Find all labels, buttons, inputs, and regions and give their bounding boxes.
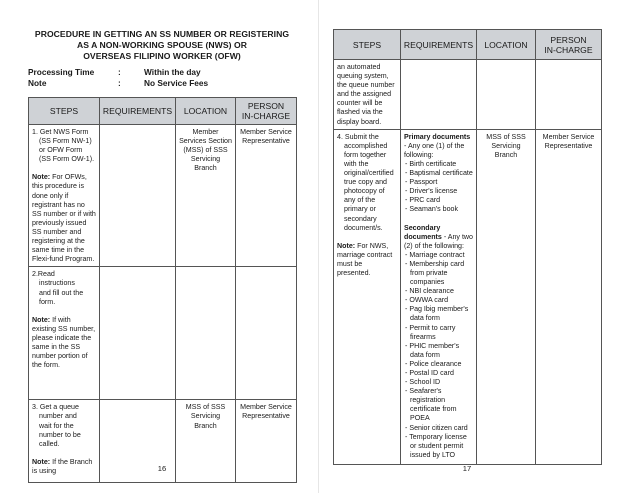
right-page (319, 0, 638, 493)
list-item: - Baptismal certificate (405, 169, 473, 178)
list-item: - PHIC member's data form (405, 341, 460, 359)
location-cell: Member Services Section (MSS) of SSS Servicing Branch (176, 125, 236, 267)
step-note: Note: If the Branch is using (32, 457, 93, 475)
step-cell: 1. Get NWS Form (SS Form NW-1) or OFW Form (SS Form OW-1). Note: For OFWs, this procedure is done only if registrant has no SS number or if with previously issued SS number and registering at the same time in the Flexi-fund Program. (29, 125, 100, 267)
header-requirements: REQUIREMENTS (401, 30, 477, 60)
processing-time-label: Processing Time (28, 67, 95, 77)
location-cell (176, 267, 236, 400)
step-note: Note: If with existing SS number, please indicate the same in the SS number portion of the form. (32, 315, 96, 370)
header-location: LOCATION (477, 30, 536, 60)
table-header-row (29, 98, 297, 125)
list-item: - NBI clearance (405, 287, 454, 296)
person-cell: Member Service Representative (536, 129, 602, 464)
secondary-documents-heading: Secondary documents - Any two (2) of the following: (404, 223, 473, 250)
list-item: - Temporary license or student permit issued by LTO (405, 432, 467, 459)
requirements-cell (100, 125, 176, 267)
location-cell: MSS of SSS Servicing Branch (477, 129, 536, 464)
step-note: Note: For OFWs, this procedure is done only if registrant has no SS number or if with previously issued SS number and registering at the same time in the Flexi-fund Program. (32, 173, 96, 264)
list-item: - Marriage contract (405, 250, 465, 259)
list-item: - Pag Ibig member's data form (405, 305, 469, 323)
person-cell (536, 60, 602, 130)
header-location: LOCATION (176, 98, 236, 125)
header-requirements: REQUIREMENTS (100, 98, 176, 125)
colon: : (118, 67, 121, 77)
person-cell: Member Service Representative (236, 400, 297, 483)
procedure-table (28, 97, 297, 483)
step-cell: 2.Read instructions and fill out the form. Note: If with existing SS number, please indicate the same in the SS number portion of the form. (29, 267, 100, 400)
title-line: OVERSEAS FILIPINO WORKER (OFW) (83, 51, 241, 62)
title-line: AS A NON-WORKING SPOUSE (NWS) OR (77, 40, 247, 51)
header-steps: STEPS (334, 30, 401, 60)
page-number: 16 (157, 464, 167, 473)
list-item: - Senior citizen card (405, 423, 468, 432)
header-person-in-charge: PERSON IN-CHARGE (236, 98, 297, 125)
location-cell: MSS of SSS Servicing Branch (176, 400, 236, 483)
primary-documents-list (404, 160, 473, 215)
primary-documents-title: Primary documents (404, 132, 471, 141)
list-item: - Membership card from private companies (405, 259, 465, 287)
procedure-title (28, 29, 296, 63)
list-item: - Postal ID card (405, 369, 454, 377)
table-row (334, 129, 602, 464)
primary-documents-intro: - Any one (1) of the following: (404, 141, 465, 159)
table-row (29, 125, 297, 267)
requirements-cell (401, 60, 477, 130)
list-item: - School ID (405, 378, 441, 387)
step-note: Note: For NWS, marriage contract must be presented. (337, 241, 393, 277)
processing-time-value: Within the day (144, 67, 201, 77)
step-cell (334, 60, 401, 130)
note-value: No Service Fees (144, 78, 209, 88)
header-steps: STEPS (29, 98, 100, 125)
table-row (29, 267, 297, 400)
note-label: Note (28, 78, 47, 88)
step-cell: 3. Get a queue number and wait for the number to be called. Note: If the Branch is using (29, 400, 100, 483)
list-item: - Driver's license (405, 187, 458, 196)
table-row (334, 60, 602, 130)
list-item: - PRC card (405, 196, 441, 205)
list-item: - OWWA card (405, 296, 449, 305)
title-line: PROCEDURE IN GETTING AN SS NUMBER OR REGISTERING (34, 29, 290, 39)
list-item: - Police clearance (405, 359, 462, 368)
list-item: - Permit to carry firearms (405, 323, 456, 341)
person-cell (236, 267, 297, 400)
requirements-cell (401, 129, 477, 464)
header-person-in-charge: PERSON IN-CHARGE (536, 30, 602, 60)
colon: : (118, 78, 121, 88)
location-cell (477, 60, 536, 130)
page-number: 17 (462, 464, 472, 473)
list-item: - Seaman's book (405, 205, 459, 214)
procedure-table-continued (333, 29, 602, 465)
continued-step-text: an automated queuing system, the queue number and the assigned counter will be flashed via the display board. (337, 63, 395, 126)
requirements-cell (100, 267, 176, 400)
list-item: - Seafarer's registration certificate from POEA (405, 387, 457, 423)
secondary-documents-list (404, 251, 473, 460)
table-header-row (334, 30, 602, 60)
person-cell: Member Service Representative (236, 125, 297, 267)
list-item: - Birth certificate (405, 159, 457, 168)
list-item: - Passport (405, 178, 438, 187)
step-cell: 4. Submit the accomplished form together with the original/certified true copy and photocopy of any of the primary or secondary document/s. Note: For NWS, marriage contract must be presented. (334, 129, 401, 464)
